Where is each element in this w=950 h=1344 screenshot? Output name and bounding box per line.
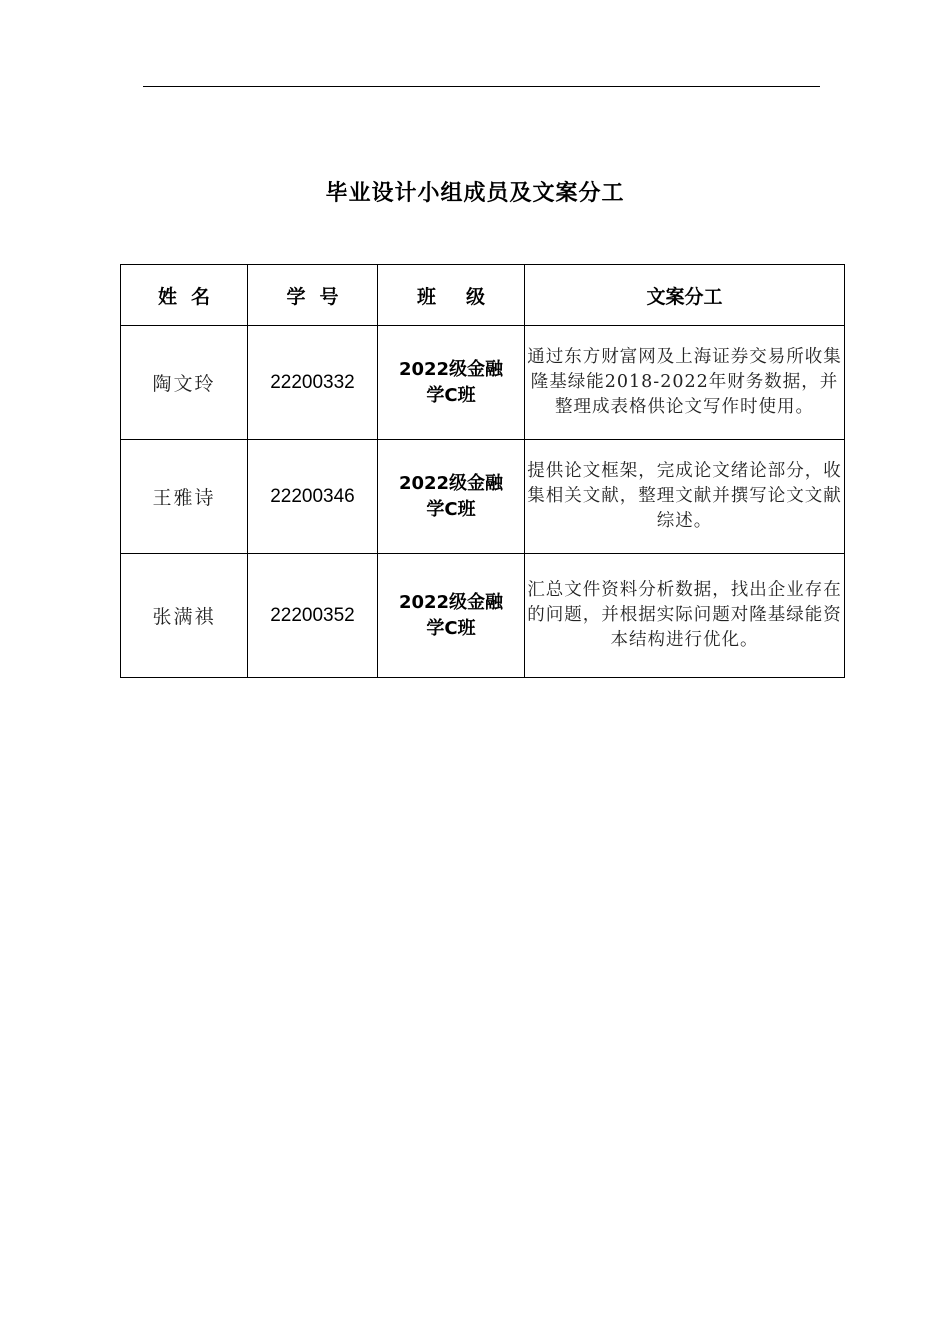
member-class	[378, 440, 525, 554]
document-title: 毕业设计小组成员及文案分工	[325, 181, 625, 206]
table-row	[121, 326, 845, 440]
member-class-line1: 2022级金融	[398, 358, 504, 380]
header-rule	[143, 86, 820, 87]
member-student-id: 22200332	[248, 326, 378, 440]
member-task-table	[120, 264, 845, 678]
member-class	[378, 554, 525, 678]
member-class-line2: 学C班	[426, 384, 476, 406]
table-row	[121, 554, 845, 678]
member-class-line2: 学C班	[426, 498, 476, 520]
member-class	[378, 326, 525, 440]
member-task: 提供论文框架，完成论文绪论部分，收集相关文献，整理文献并撰写论文文献综述。	[525, 440, 845, 554]
header-name: 姓名	[121, 265, 248, 326]
member-task: 汇总文件资料分析数据，找出企业存在的问题，并根据实际问题对隆基绿能资本结构进行优化。	[525, 554, 845, 678]
member-class-line1: 2022级金融	[398, 472, 504, 494]
member-class-line2: 学C班	[426, 617, 476, 639]
table-header-row	[121, 265, 845, 326]
header-task: 文案分工	[525, 265, 845, 326]
member-name: 陶文玲	[121, 326, 248, 440]
table-row	[121, 440, 845, 554]
header-class: 班级	[378, 265, 525, 326]
header-student-id: 学号	[248, 265, 378, 326]
member-task: 通过东方财富网及上海证券交易所收集隆基绿能2018-2022年财务数据，并整理成表格供论文写作时使用。	[525, 326, 845, 440]
member-student-id: 22200352	[248, 554, 378, 678]
member-student-id: 22200346	[248, 440, 378, 554]
member-name: 张满祺	[121, 554, 248, 678]
member-class-line1: 2022级金融	[398, 591, 504, 613]
member-name: 王雅诗	[121, 440, 248, 554]
